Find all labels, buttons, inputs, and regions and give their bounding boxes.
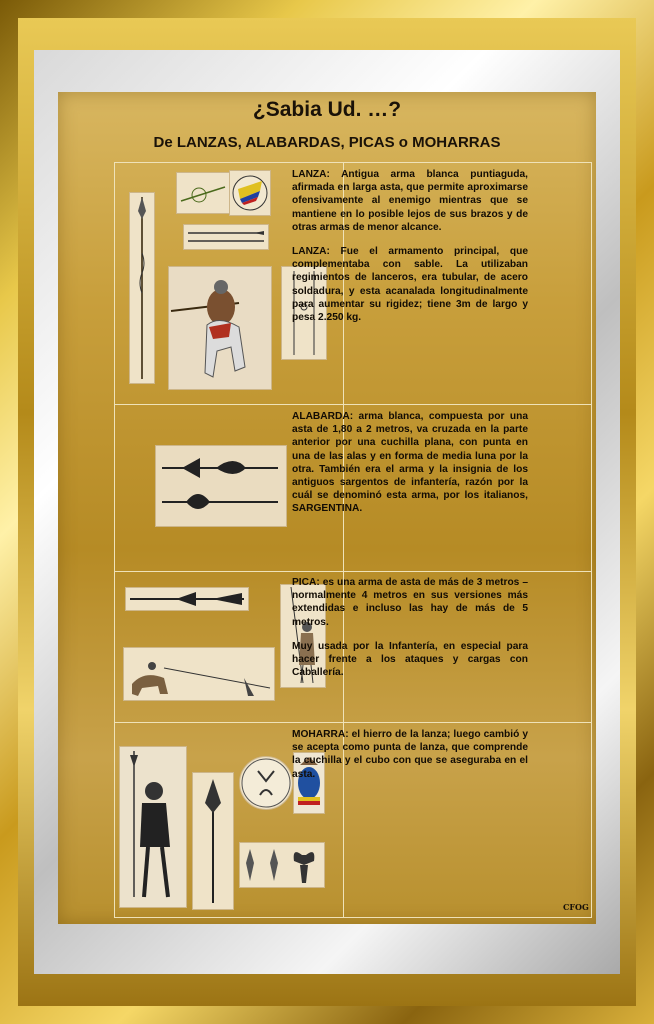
row-divider bbox=[115, 571, 591, 572]
lancer-horseman-image bbox=[168, 266, 272, 390]
lance-heads-image bbox=[183, 224, 269, 250]
alabarda-paragraph: ALABARDA: arma blanca, compuesta por una asta de 1,80 a 2 metros, va cruzada en la parte anterior por una cuchilla plana, con punta en una de las alas y en forma de media luna por la otra. También era el arma y la insignia de los antiguos sargentos de infantería, razón por la cuál se denominó esta arma, por los italianos, SARGENTINA. bbox=[292, 411, 528, 515]
moharra-spearhead-image bbox=[192, 772, 234, 910]
lance-vertical-image bbox=[129, 192, 155, 384]
author-signature: CFOG bbox=[563, 902, 589, 912]
cavalry-charge-image bbox=[123, 647, 275, 701]
moharra-paragraph: MOHARRA: el hierro de la lanza; luego cambió y se acepta como punta de lanza, que comprende la cuchilla y el cubo con que se aseguraba en el asta. bbox=[292, 729, 528, 780]
armored-soldier-image bbox=[119, 746, 187, 908]
page-subtitle: De LANZAS, ALABARDAS, PICAS o MOHARRAS bbox=[153, 134, 501, 151]
row-divider bbox=[115, 722, 591, 723]
page-title: ¿Sabia Ud. …? bbox=[252, 98, 402, 121]
pennant-flag-image bbox=[229, 170, 271, 216]
lanza-text-cell bbox=[292, 168, 528, 335]
lanza-paragraph: LANZA: Fue el armamento principal, que complementaba con sable. La utilizaban regimientos de lanceros, era tubular, de acero soldadura, y esta acanalada longitudinalmente para aumentar su rigidez; tiene 3m de largo y pesa 2.250 kg. bbox=[292, 246, 528, 324]
emblem-image bbox=[239, 756, 293, 810]
alabarda-text-cell bbox=[292, 410, 528, 527]
moharra-text-cell bbox=[292, 728, 528, 792]
row-divider bbox=[115, 917, 591, 918]
pica-paragraph: Muy usada por la Infantería, en especial para hacer frente a los ataques y cargas con Caballería. bbox=[292, 640, 528, 679]
row-divider bbox=[115, 404, 591, 405]
halberd-image bbox=[155, 445, 287, 527]
lance-detail-image bbox=[176, 172, 230, 214]
pica-paragraph: PICA: es una arma de asta de más de 3 metros – normalmente 4 metros en sus versiones más extendidas e incluso las hay de más de 5 metros. bbox=[292, 577, 528, 628]
pike-head-image bbox=[125, 587, 249, 611]
row-divider bbox=[115, 162, 591, 163]
spearheads-eagle-image bbox=[239, 842, 325, 888]
pica-text-cell bbox=[292, 576, 528, 690]
content-panel bbox=[58, 92, 596, 924]
lanza-paragraph: LANZA: Antigua arma blanca puntiaguda, afirmada en larga asta, que permite aproximarse ofensivamente al enemigo mientras que se mantiene en lo posible lejos de sus brazos y de otras armas de menor alcance. bbox=[292, 169, 528, 233]
